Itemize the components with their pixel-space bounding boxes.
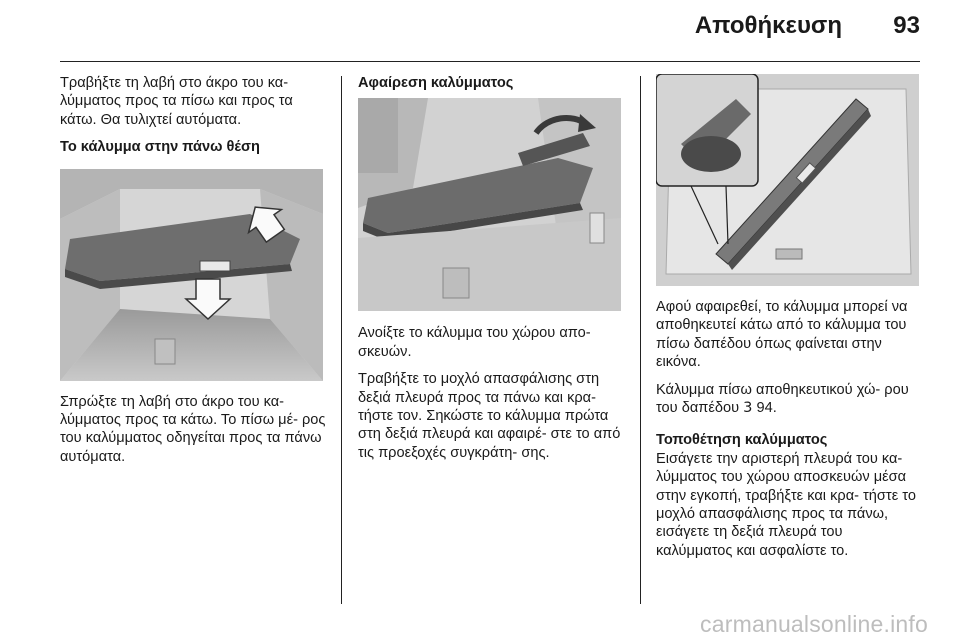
watermark: carmanualsonline.info <box>700 611 928 637</box>
header-divider <box>60 61 920 62</box>
column-3 <box>656 74 922 569</box>
col3-p2-text: Κάλυμμα πίσω αποθηκευτικού χώ- ρου του δαπέδου <box>656 381 909 417</box>
cover-removal-illustration <box>358 98 621 311</box>
col3-paragraph-1: Αφού αφαιρεθεί, το κάλυμμα μπορεί να αποθηκευτεί κάτω από το κάλυμμα του πίσω δαπέδου όπως φαίνεται στην εικόνα. <box>656 299 908 371</box>
col2-heading: Αφαίρεση καλύμματος <box>358 75 514 91</box>
page-reference-arrow-icon: 3 <box>743 399 753 417</box>
column-divider-2 <box>640 76 641 604</box>
col1-after-figure-paragraph: Σπρώξτε τη λαβή στο άκρο του κα- λύμματος προς τα κάτω. Το πίσω μέ- ρος του καλύμματος οδηγείται προς τα πάνω αυτόματα. <box>60 393 326 465</box>
col3-heading: Τοποθέτηση καλύμματος <box>656 432 828 449</box>
col2-paragraph-2: Τραβήξτε το μοχλό απασφάλισης στη δεξιά πλευρά προς τα πάνω και κρα- τήστε τον. Σηκώστε το κάλυμμα πρώτα στη δεξιά πλευρά και αφαιρέ- στε το από τις προεξοχές συγκράτη- σης. <box>358 371 621 461</box>
cover-storage-illustration <box>656 74 919 286</box>
cover-raised-illustration <box>60 169 323 381</box>
section-title: Αποθήκευση <box>694 12 842 39</box>
col2-paragraph-1: Ανοίξτε το κάλυμμα του χώρου απο- σκευών. <box>358 325 591 360</box>
col3-paragraph-3: Εισάγετε την αριστερή πλευρά του κα- λύμματος του χώρου αποσκευών μέσα στην εγκοπή, τραβήξτε και κρα- τήστε το μοχλό απασφάλισης προς τα πάνω, εισάγετε τη δεξιά πλευρά του καλύμματος και ασφαλίστε το. <box>656 450 916 559</box>
page-number: 93 <box>893 12 920 39</box>
column-divider-1 <box>341 76 342 604</box>
col1-intro-paragraph: Τραβήξτε τη λαβή στο άκρο του κα- λύμματος προς τα πίσω και προς τα κάτω. Θα τυλιχτεί αυτόματα. <box>60 75 293 128</box>
col3-paragraph-2 <box>656 381 922 418</box>
column-1 <box>60 74 328 475</box>
col3-p2-page-ref: 94. <box>752 400 777 417</box>
column-2 <box>358 74 624 471</box>
col1-heading: Το κάλυμμα στην πάνω θέση <box>60 139 260 156</box>
